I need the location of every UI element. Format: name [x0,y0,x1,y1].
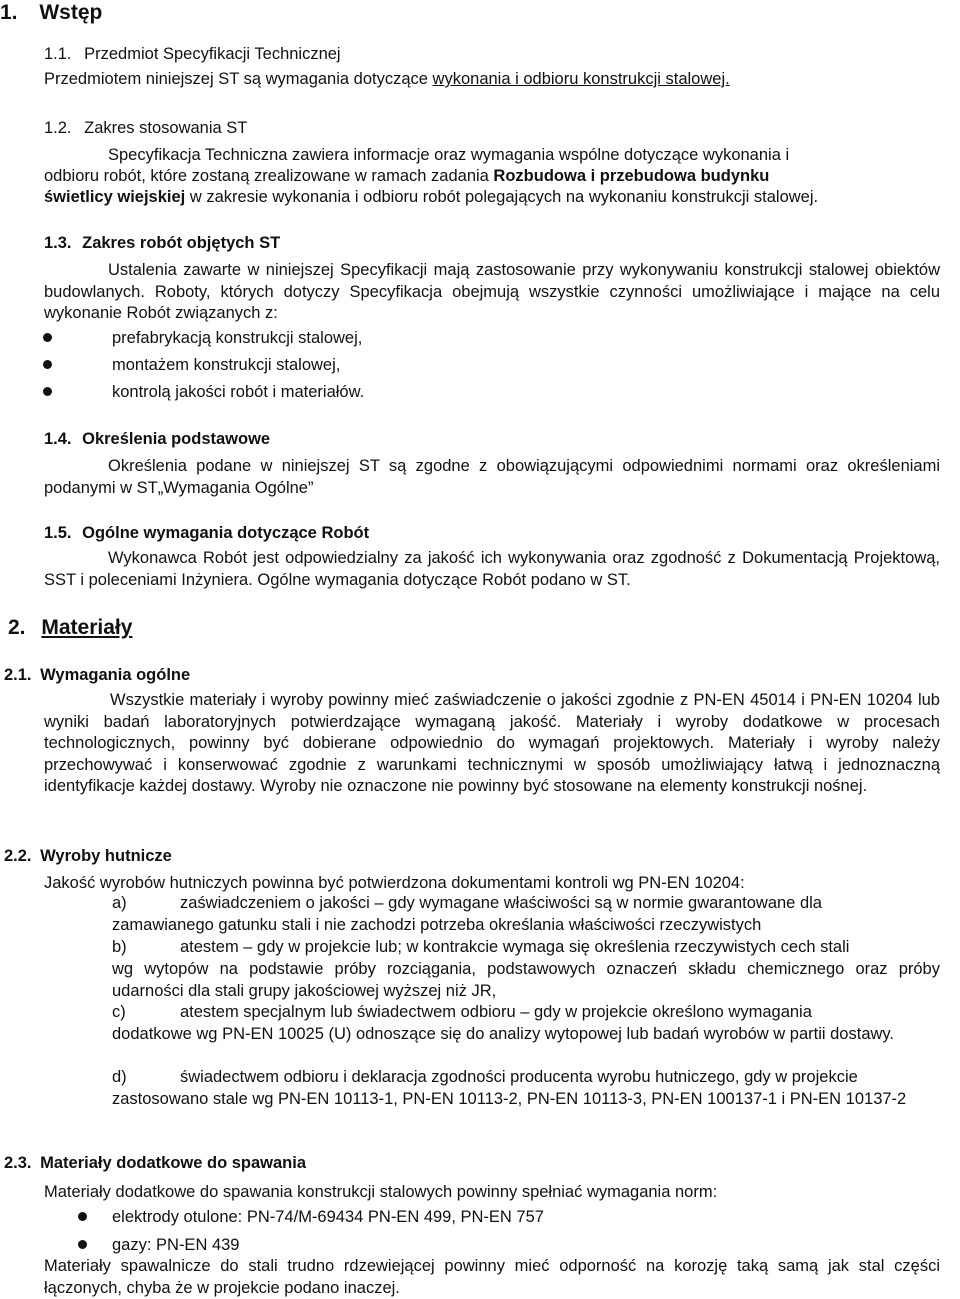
subsection-title: Wyroby hutnicze [40,847,172,865]
section-title: Materiały [41,616,133,639]
subsection-heading [44,233,280,255]
section-number: 2. [8,616,26,639]
list-item: kontrolą jakości robót i materiałów. [112,383,365,401]
list-item-first-line: zaświadczeniem o jakości – gdy wymagane właściwości są w normie gwarantowane dla [180,894,822,912]
subsection-heading [44,429,270,451]
underlined-text: wykonania i odbioru konstrukcji stalowej. [432,70,730,88]
subsection-number: 1.1. [44,45,72,63]
subsection-number: 1.5. [44,524,72,542]
list-item-continuation: dodatkowe wg PN-EN 10025 (U) odnoszące się do analizy wytopowej lub badań wyrobów w partii dostawy. [112,1025,895,1043]
bullet-dot [78,1212,87,1221]
subsection-title: Ogólne wymagania dotyczące Robót [82,524,370,542]
list-item-continuation: wg wytopów na podstawie próby rozciągania, podstawowych oznaczeń składu chemicznego oraz próby udarności dla stali grupy jakościowej wyższej niż JR, [112,960,940,1000]
subsection-heading [44,118,247,140]
paragraph: Określenia podane w niniejszej ST są zgodne z obowiązującymi odpowiednimi normami oraz określeniami podanymi w ST„Wymagania Ogólne” [44,457,940,497]
bullet-dot [43,387,52,396]
paragraph-text: Przedmiotem niniejszej ST są wymagania dotyczące [44,70,433,88]
list-item-continuation: zastosowano stale wg PN-EN 10113-1, PN-EN 10113-2, PN-EN 10113-3, PN-EN 100137-1 i PN-EN 10137-2 [112,1090,907,1108]
subsection-number: 2.2. [4,847,32,865]
list-item: gazy: PN-EN 439 [112,1236,240,1254]
paragraph: Jakość wyrobów hutniczych powinna być potwierdzona dokumentami kontroli wg PN-EN 10204: [44,874,745,892]
project-name-bold: świetlicy wiejskiej [44,188,186,206]
subsection-title: Określenia podstawowe [82,430,271,448]
paragraph: Ustalenia zawarte w niniejszej Specyfikacji mają zastosowanie przy wykonywaniu konstrukcji stalowej obiektów budowlanych. Roboty, których dotyczy Specyfikacja obejmują wszystkie czynności umożliwiające i mające na celu wykonanie Robót związanych z: [44,261,940,323]
subsection-number: 1.2. [44,119,72,137]
subsection-title: Materiały dodatkowe do spawania [40,1154,307,1172]
paragraph-line [44,187,818,209]
list-label: a) [112,894,127,912]
project-name-bold: Rozbudowa i przebudowa budynku [493,167,770,185]
paragraph-text: odbioru robót, które zostaną zrealizowane w ramach zadania [44,167,494,185]
subsection-number: 1.3. [44,234,72,252]
list-label: d) [112,1068,127,1086]
subsection-number: 2.3. [4,1154,32,1172]
subsection-number: 2.1. [4,666,32,684]
list-label: c) [112,1003,126,1021]
paragraph: Wszystkie materiały i wyroby powinny mieć zaświadczenie o jakości zgodnie z PN-EN 45014 i PN-EN 10204 lub wyniki badań laboratoryjnych potwierdzające wymaganą jakość. Materiały i wyroby dodatkowe w procesach technologicznych, powinny być dobierane odpowiednio do wymagań projektowych. Materiały i wyroby należy przechowywać i konserwować zgodnie z warunkami technicznymi w sposób umożliwiający łatwą i jednoznaczną identyfikacje każdej dostawy. Wyroby nie oznaczone nie powinny być stosowane na elementy konstrukcji nośnej. [44,691,940,796]
section-title: Wstęp [39,1,103,24]
subsection-title: Wymagania ogólne [40,666,191,684]
subsection-heading [44,523,369,545]
bullet-dot [78,1240,87,1249]
section-heading [8,615,132,641]
subsection-title: Przedmiot Specyfikacji Technicznej [84,45,341,63]
list-label: b) [112,938,127,956]
paragraph-text: w zakresie wykonania i odbioru robót polegających na wykonaniu konstrukcji stalowej. [185,188,819,206]
list-item-first-line: atestem specjalnym lub świadectwem odbioru – gdy w projekcie określono wymagania [180,1003,812,1021]
paragraph: Wykonawca Robót jest odpowiedzialny za jakość ich wykonywania oraz zgodność z Dokumentacją Projektową, SST i poleceniami Inżyniera. Ogólne wymagania dotyczące Robót podano w ST. [44,549,940,589]
list-item-first-line: świadectwem odbioru i deklaracja zgodności producenta wyrobu hutniczego, gdy w projekcie [180,1068,858,1086]
subsection-heading [4,846,172,868]
paragraph [44,69,730,91]
list-item-continuation: zamawianego gatunku stali i nie zachodzi potrzeba określania właściwości rzeczywistych [112,916,762,934]
subsection-title: Zakres stosowania ST [84,119,248,137]
subsection-title: Zakres robót objętych ST [82,234,281,252]
paragraph-line [44,166,769,188]
list-item-first-line: atestem – gdy w projekcie lub; w kontrakcie wymaga się określenia rzeczywistych cech stali [180,938,850,956]
bullet-dot [43,360,52,369]
list-item: prefabrykacją konstrukcji stalowej, [112,329,363,347]
subsection-heading [4,1153,306,1175]
subsection-heading [44,44,341,66]
paragraph-line: Specyfikacja Techniczna zawiera informacje oraz wymagania wspólne dotyczące wykonania i [108,146,790,164]
section-number: 1. [0,1,18,24]
paragraph: Materiały dodatkowe do spawania konstrukcji stalowych powinny spełniać wymagania norm: [44,1183,718,1201]
list-item: montażem konstrukcji stalowej, [112,356,341,374]
list-item: elektrody otulone: PN-74/M-69434 PN-EN 499, PN-EN 757 [112,1208,544,1226]
section-heading [0,0,102,26]
paragraph: Materiały spawalnicze do stali trudno rdzewiejącej powinny mieć odporność na korozję taką samą jak stal części łączonych, chyba że w projekcie podano inaczej. [44,1257,940,1297]
subsection-number: 1.4. [44,430,72,448]
subsection-heading [4,665,190,687]
bullet-dot [43,333,52,342]
